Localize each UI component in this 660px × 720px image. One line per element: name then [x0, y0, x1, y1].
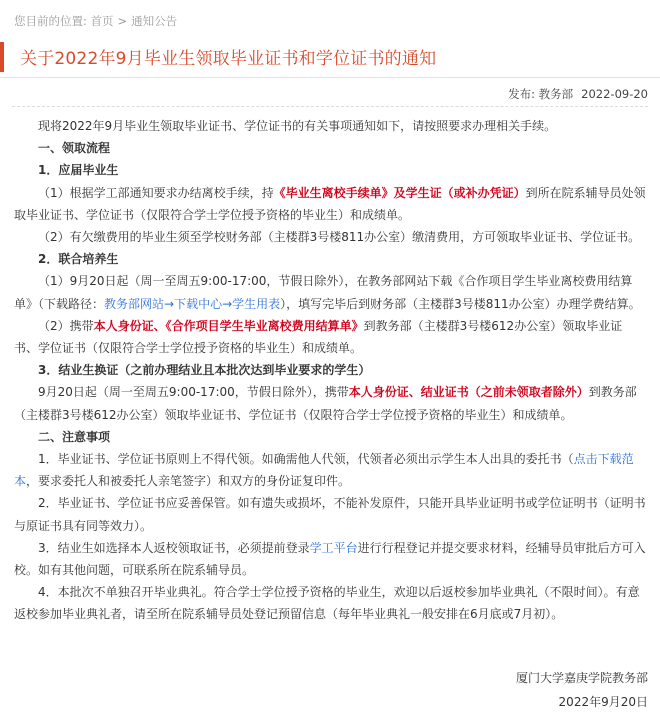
- subheading-joint-program: 2．联合培养生: [38, 252, 119, 267]
- breadcrumb-current-link[interactable]: 通知公告: [131, 14, 178, 28]
- signature-date: 2022年9月20日: [558, 695, 648, 709]
- text-span: （2）携带: [38, 318, 94, 333]
- text-span: 到教务部（主楼群3号楼612办公室）领取毕业证书、学位证书（仅限符合学士学位授予资格的毕业生）和成绩单。: [14, 385, 637, 422]
- signature-block: [516, 666, 648, 714]
- section-heading-process: 一、领取流程: [38, 141, 111, 156]
- title-bar: [0, 38, 660, 78]
- breadcrumb: [14, 13, 177, 29]
- publisher-label: 发布:: [508, 87, 535, 101]
- text-span: 9月20日起（周一至周五9:00-17:00，节假日除外），携带: [38, 385, 349, 400]
- text-span: 3．结业生如选择本人返校领取证书，必须提前登录: [38, 540, 310, 555]
- text-span: ，要求委托人和被委托人亲笔签字）和双方的身份证复印件。: [26, 474, 351, 489]
- note-4: 4．本批次不单独召开毕业典礼。符合学士学位授予资格的毕业生，欢迎以后返校参加毕业典礼（不限时间）。有意返校参加毕业典礼者，请至所在院系辅导员处登记预留信息（每年毕业典礼一般安排在6月底或7月初）。: [14, 585, 640, 622]
- section-heading-notes: 二、注意事项: [38, 429, 111, 444]
- joint-step-2: [14, 315, 646, 359]
- graduates-step-2: （2）有欠缴费用的毕业生须至学校财务部（主楼群3号楼811办公室）缴清费用，方可领取毕业证书、学位证书。: [38, 230, 641, 245]
- joint-step-1: [14, 270, 646, 314]
- download-template-link[interactable]: 点击下载范本: [14, 452, 634, 489]
- intro-paragraph: 现将2022年9月毕业生领取毕业证书、学位证书的有关事项通知如下，请按照要求办理相关手续。: [38, 119, 557, 133]
- note-2: 2．毕业证书、学位证书应妥善保管。如有遗失或损坏，不能补发原件，只能开具毕业证明书或学位证明书（证明书与原证书具有同等效力）。: [14, 496, 646, 533]
- note-3: [14, 537, 646, 581]
- breadcrumb-prefix: 您目前的位置:: [14, 14, 87, 28]
- breadcrumb-home-link[interactable]: 首页: [90, 14, 114, 28]
- title-accent-bar: [0, 42, 4, 72]
- notice-body: [14, 115, 646, 626]
- text-span: 到教务部（主楼群3号楼612办公室）领取毕业证书、学位证书（仅限符合学士学位授予资格的毕业生）和成绩单。: [14, 318, 623, 356]
- meta-divider: [12, 106, 648, 107]
- text-span: （1）根据学工部通知要求办结离校手续，持: [38, 185, 274, 200]
- signature-org: 厦门大学嘉庚学院教务部: [515, 671, 648, 685]
- emphasis-text: 《毕业生离校手续单》及学生证（或补办凭证）: [273, 185, 526, 200]
- download-path-link[interactable]: 教务部网站→下载中心→学生用表: [104, 296, 281, 311]
- text-span: 进行行程登记并提交要求材料，经辅导员审批后方可入校。如有其他问题，可联系所在院系辅导员。: [14, 540, 646, 578]
- emphasis-text: 本人身份证、结业证书（之前未领取者除外）: [348, 385, 589, 400]
- publisher-name: 教务部: [538, 87, 574, 101]
- text-span: 1．毕业证书、学位证书原则上不得代领。如确需他人代领，代领者必须出示学生本人出具的委托书（: [38, 452, 574, 467]
- emphasis-text: 本人身份证、《合作项目学生毕业离校费用结算单》: [93, 318, 364, 333]
- breadcrumb-separator: >: [117, 14, 128, 28]
- completion-paragraph: [14, 381, 646, 425]
- subheading-completion-students: 3．结业生换证（之前办理结业且本批次达到毕业要求的学生）: [38, 363, 371, 378]
- publish-meta: [508, 86, 648, 102]
- student-platform-link[interactable]: 学工平台: [309, 540, 358, 555]
- note-1: [14, 448, 646, 492]
- page-title: 关于2022年9月毕业生领取毕业证书和学位证书的通知: [20, 49, 437, 69]
- text-span: 到所在院系辅导员处领取毕业证书、学位证书（仅限符合学士学位授予资格的毕业生）和成绩单。: [14, 185, 646, 222]
- publish-date: 2022-09-20: [581, 87, 648, 101]
- subheading-graduates: 1．应届毕业生: [38, 163, 119, 178]
- text-span: ），填写完毕后到财务部（主楼群3号楼811办公室）办理学费结算。: [280, 296, 641, 311]
- text-span: （1）9月20日起（周一至周五9:00-17:00，节假日除外），在教务部网站下载《合作项目学生毕业离校费用结算单》（下载路径：: [14, 274, 633, 311]
- graduates-step-1: [14, 182, 646, 226]
